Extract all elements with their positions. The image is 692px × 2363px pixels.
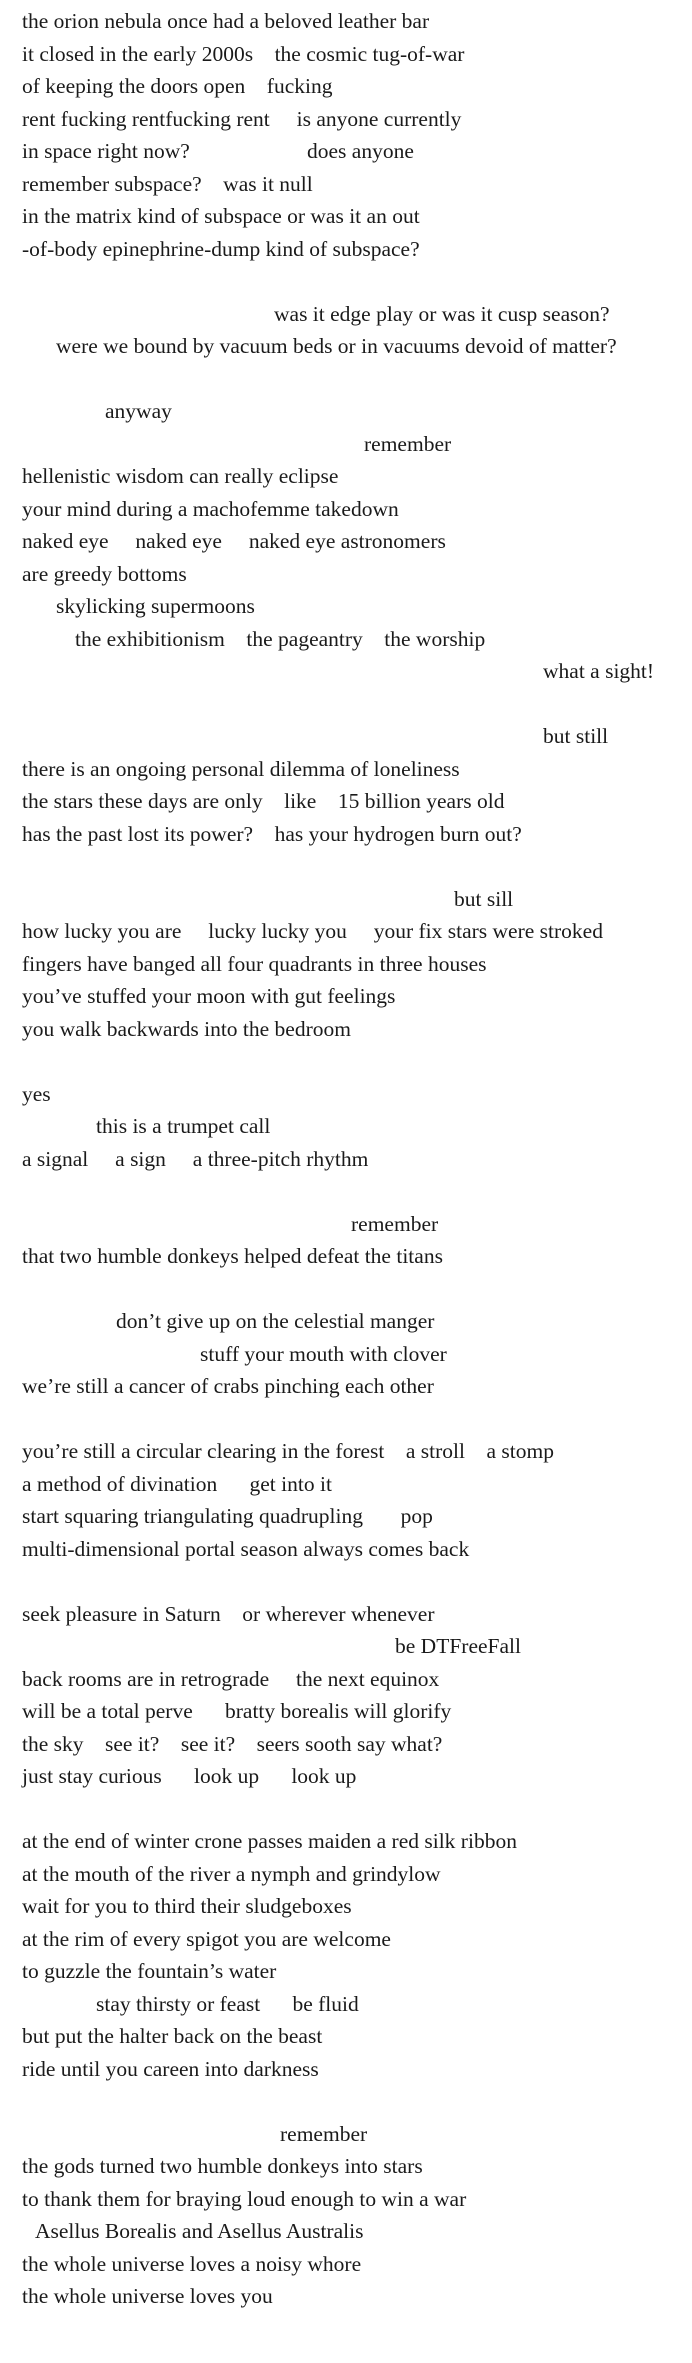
poem-line: back rooms are in retrograde the next equinox [22, 1667, 440, 1691]
poem-line: but sill [454, 887, 514, 911]
poem-line: be DTFreeFall [395, 1634, 521, 1658]
poem-line: at the mouth of the river a nymph and grindylow [22, 1862, 441, 1886]
poem-line: how lucky you are lucky lucky you your fix stars were stroked [22, 919, 603, 943]
poem-line: naked eye naked eye naked eye astronomers [22, 529, 446, 553]
poem-line: start squaring triangulating quadrupling pop [22, 1504, 433, 1528]
poem-line: anyway [105, 399, 172, 423]
poem-line: the whole universe loves you [22, 2284, 273, 2308]
poem-line: but still [543, 724, 609, 748]
poem-line: multi-dimensional portal season always comes back [22, 1537, 470, 1561]
poem-line: remember [364, 432, 452, 456]
poem-line: the orion nebula once had a beloved leather bar [22, 9, 430, 33]
poem-line: the stars these days are only like 15 billion years old [22, 789, 505, 813]
poem-line: at the end of winter crone passes maiden a red silk ribbon [22, 1829, 517, 1853]
poem-line: hellenistic wisdom can really eclipse [22, 464, 339, 488]
poem-line: the gods turned two humble donkeys into stars [22, 2154, 423, 2178]
poem-line: rent fucking rentfucking rent is anyone currently [22, 107, 462, 131]
poem-line: seek pleasure in Saturn or wherever whenever [22, 1602, 435, 1626]
poem-line: were we bound by vacuum beds or in vacuums devoid of matter? [56, 334, 617, 358]
poem-line: has the past lost its power? has your hydrogen burn out? [22, 822, 522, 846]
poem-line: to thank them for braying loud enough to win a war [22, 2187, 467, 2211]
poem-line: there is an ongoing personal dilemma of loneliness [22, 757, 460, 781]
poem-line: we’re still a cancer of crabs pinching each other [22, 1374, 434, 1398]
poem-line: you’ve stuffed your moon with gut feelings [22, 984, 396, 1008]
poem-line: wait for you to third their sludgeboxes [22, 1894, 352, 1918]
poem-line: the sky see it? see it? seers sooth say what? [22, 1732, 443, 1756]
poem-line: will be a total perve bratty borealis will glorify [22, 1699, 452, 1723]
poem-line: fingers have banged all four quadrants in three houses [22, 952, 487, 976]
poem-line: don’t give up on the celestial manger [116, 1309, 435, 1333]
poem-line: yes [22, 1082, 51, 1106]
poem-line: was it edge play or was it cusp season? [274, 302, 610, 326]
poem-line: the whole universe loves a noisy whore [22, 2252, 362, 2276]
poem-line: remember subspace? was it null [22, 172, 313, 196]
poem-line: in space right now? [22, 139, 190, 163]
poem-line: remember [351, 1212, 439, 1236]
poem-line: this is a trumpet call [96, 1114, 271, 1138]
poem-line: a method of divination get into it [22, 1472, 332, 1496]
poem-line: at the rim of every spigot you are welcome [22, 1927, 391, 1951]
poem-line: Asellus Borealis and Asellus Australis [35, 2219, 364, 2243]
poem-line: stuff your mouth with clover [200, 1342, 447, 1366]
poem-line: that two humble donkeys helped defeat the titans [22, 1244, 443, 1268]
poem-line: a signal a sign a three-pitch rhythm [22, 1147, 369, 1171]
poem-line: your mind during a machofemme takedown [22, 497, 399, 521]
poem-line: does anyone [307, 139, 414, 163]
poem-line: you’re still a circular clearing in the forest a stroll a stomp [22, 1439, 554, 1463]
poem-line: of keeping the doors open fucking [22, 74, 333, 98]
poem-line: ride until you careen into darkness [22, 2057, 319, 2081]
poem-line: but put the halter back on the beast [22, 2024, 323, 2048]
poem-line: remember [280, 2122, 368, 2146]
poem-line: you walk backwards into the bedroom [22, 1017, 351, 1041]
poem-line: skylicking supermoons [56, 594, 255, 618]
poem-line: the exhibitionism the pageantry the worship [75, 627, 486, 651]
poem-line: to guzzle the fountain’s water [22, 1959, 277, 1983]
poem-line: just stay curious look up look up [22, 1764, 357, 1788]
poem-line: it closed in the early 2000s the cosmic tug-of-war [22, 42, 465, 66]
poem-line: in the matrix kind of subspace or was it an out [22, 204, 420, 228]
poem-line: -of-body epinephrine-dump kind of subspace? [22, 237, 420, 261]
poem-line: stay thirsty or feast be fluid [96, 1992, 359, 2016]
poem-line: are greedy bottoms [22, 562, 187, 586]
poem-line: what a sight! [543, 659, 655, 683]
